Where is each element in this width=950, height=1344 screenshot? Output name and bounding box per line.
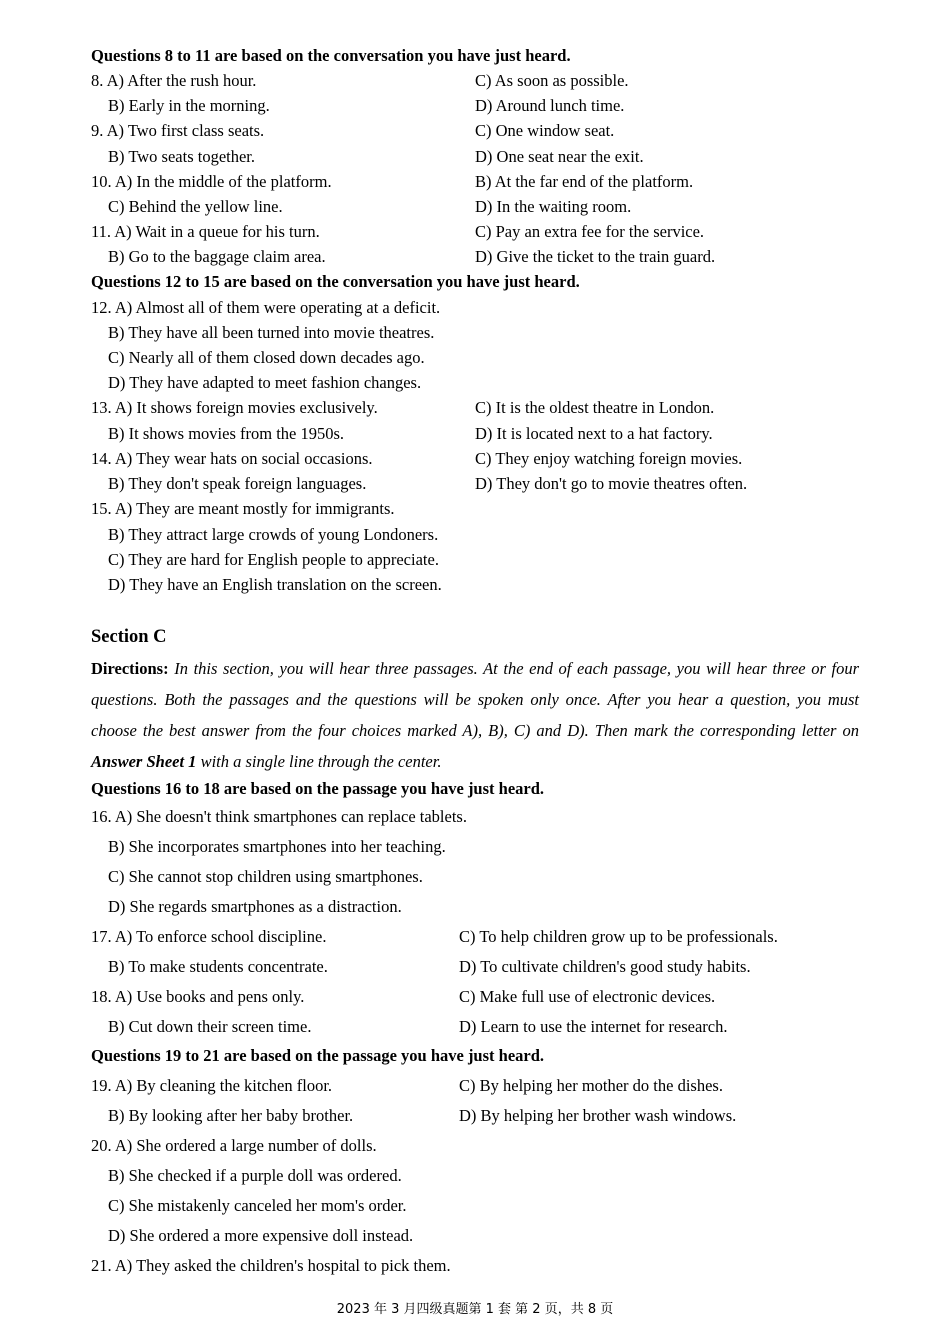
q20-option-b: B) She checked if a purple doll was ordered. (108, 1166, 402, 1185)
q13-option-d: D) It is located next to a hat factory. (475, 424, 713, 443)
group-heading: Questions 8 to 11 are based on the conversation you have just heard. (91, 46, 571, 65)
q19-option-d: D) By helping her brother wash windows. (459, 1106, 737, 1125)
directions (91, 653, 859, 777)
q21-option-a: 21. A) They asked the children's hospital to pick them. (91, 1256, 451, 1275)
q13-option-a: 13. A) It shows foreign movies exclusively. (91, 398, 378, 417)
q20-option-d: D) She ordered a more expensive doll instead. (108, 1226, 414, 1245)
q15-option-c: C) They are hard for English people to appreciate. (108, 550, 439, 569)
q9-option-a: 9. A) Two first class seats. (91, 121, 265, 140)
q16-option-b: B) She incorporates smartphones into her teaching. (108, 837, 446, 856)
group-heading: Questions 12 to 15 are based on the conversation you have just heard. (91, 272, 580, 291)
q15-option-a: 15. A) They are meant mostly for immigrants. (91, 499, 395, 518)
q14-option-b: B) They don't speak foreign languages. (108, 474, 367, 493)
directions-end: with a single line through the center. (200, 752, 442, 771)
q16-option-d: D) She regards smartphones as a distraction. (108, 897, 402, 916)
group-heading: Questions 19 to 21 are based on the passage you have just heard. (91, 1046, 545, 1065)
q18-option-c: C) Make full use of electronic devices. (459, 987, 716, 1006)
q20-option-c: C) She mistakenly canceled her mom's order. (108, 1196, 407, 1215)
q8-option-a: 8. A) After the rush hour. (91, 71, 257, 90)
q13-option-c: C) It is the oldest theatre in London. (475, 398, 715, 417)
q12-option-d: D) They have adapted to meet fashion changes. (108, 373, 422, 392)
q8-option-d: D) Around lunch time. (475, 96, 625, 115)
q19-option-a: 19. A) By cleaning the kitchen floor. (91, 1076, 333, 1095)
q9-option-b: B) Two seats together. (108, 147, 256, 166)
q12-option-a: 12. A) Almost all of them were operating at a deficit. (91, 298, 441, 317)
directions-text: In this section, you will hear three passages. At the end of each passage, you will hear three or four questions. Both the passages and the questions will be spoken only once. After you hear a question, you must choose the best answer from the four choices marked A), B), C) and D). Then mark the corresponding letter on (91, 659, 860, 740)
q19-option-c: C) By helping her mother do the dishes. (459, 1076, 723, 1095)
q11-option-b: B) Go to the baggage claim area. (108, 247, 326, 266)
answer-sheet-label: Answer Sheet 1 (91, 752, 197, 771)
q12-option-b: B) They have all been turned into movie theatres. (108, 323, 435, 342)
q9-option-c: C) One window seat. (475, 121, 615, 140)
q8-option-c: C) As soon as possible. (475, 71, 629, 90)
q15-option-b: B) They attract large crowds of young Londoners. (108, 525, 439, 544)
q10-option-b: B) At the far end of the platform. (475, 172, 694, 191)
q14-option-c: C) They enjoy watching foreign movies. (475, 449, 743, 468)
q14-option-a: 14. A) They wear hats on social occasions. (91, 449, 373, 468)
q16-option-a: 16. A) She doesn't think smartphones can replace tablets. (91, 807, 467, 826)
q18-option-b: B) Cut down their screen time. (108, 1017, 312, 1036)
q14-option-d: D) They don't go to movie theatres often. (475, 474, 748, 493)
q13-option-b: B) It shows movies from the 1950s. (108, 424, 345, 443)
q19-option-b: B) By looking after her baby brother. (108, 1106, 354, 1125)
q9-option-d: D) One seat near the exit. (475, 147, 644, 166)
group-heading: Questions 16 to 18 are based on the passage you have just heard. (91, 779, 545, 798)
q10-option-c: C) Behind the yellow line. (108, 197, 283, 216)
q17-option-b: B) To make students concentrate. (108, 957, 328, 976)
q17-option-a: 17. A) To enforce school discipline. (91, 927, 327, 946)
q18-option-d: D) Learn to use the internet for research. (459, 1017, 728, 1036)
q15-option-d: D) They have an English translation on the screen. (108, 575, 442, 594)
page-footer: 2023 年 3 月四级真题第 1 套 第 2 页，共 8 页 (336, 1302, 614, 1317)
q11-option-d: D) Give the ticket to the train guard. (475, 247, 716, 266)
q17-option-d: D) To cultivate children's good study habits. (459, 957, 751, 976)
q12-option-c: C) Nearly all of them closed down decades ago. (108, 348, 425, 367)
q8-option-b: B) Early in the morning. (108, 96, 270, 115)
section-title: Section C (91, 627, 167, 647)
q16-option-c: C) She cannot stop children using smartphones. (108, 867, 423, 886)
q17-option-c: C) To help children grow up to be professionals. (459, 927, 778, 946)
q18-option-a: 18. A) Use books and pens only. (91, 987, 305, 1006)
q10-option-a: 10. A) In the middle of the platform. (91, 172, 332, 191)
q10-option-d: D) In the waiting room. (475, 197, 632, 216)
directions-label: Directions: (91, 659, 169, 678)
q20-option-a: 20. A) She ordered a large number of dolls. (91, 1136, 377, 1155)
q11-option-a: 11. A) Wait in a queue for his turn. (91, 222, 320, 241)
q11-option-c: C) Pay an extra fee for the service. (475, 222, 705, 241)
